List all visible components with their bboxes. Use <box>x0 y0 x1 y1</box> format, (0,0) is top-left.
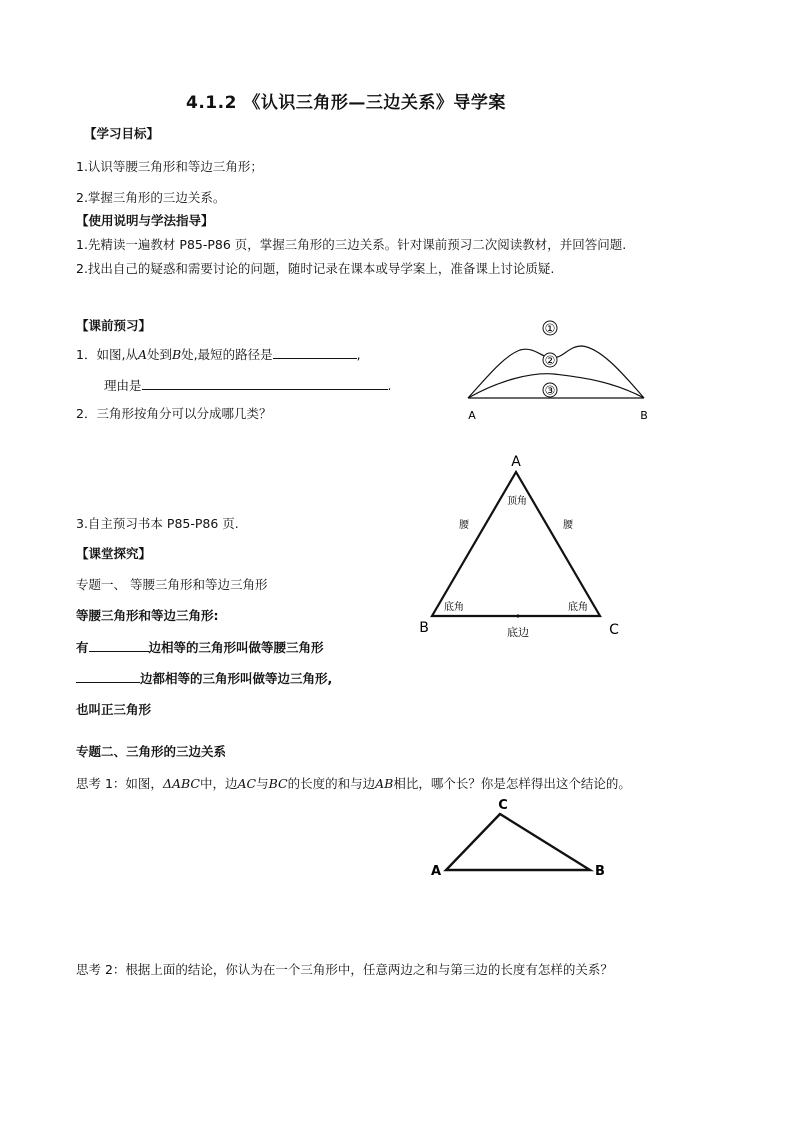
think-1-side-ab: AB <box>375 776 394 791</box>
q1-reason-end: . <box>387 378 392 393</box>
leg-right-label: 腰 <box>563 520 573 531</box>
base-label: 底边 <box>507 626 529 639</box>
usage-item: 2.找出自己的疑惑和需要讨论的问题，随时记录在课本或导学案上，准备课上讨论质疑. <box>76 261 555 276</box>
think-1-prefix: 思考 1：如图， <box>76 776 163 791</box>
topic-1-subtitle: 等腰三角形和等边三角形: <box>76 608 219 623</box>
page-title: 4.1.2 《认识三角形—三边关系》导学案 <box>186 93 506 113</box>
goal-item: 2.掌握三角形的三边关系。 <box>76 190 226 205</box>
isosceles-triangle <box>432 472 600 616</box>
q1-mid: 处到 <box>146 347 172 362</box>
think-1-side-bc: BC <box>268 776 288 791</box>
think-2: 思考 2：根据上面的结论，你认为在一个三角形中，任意两边之和与第三边的长度有怎样的关系？ <box>76 962 613 977</box>
q1-prefix: 1．如图,从 <box>76 347 138 362</box>
triangle-abc <box>446 814 590 870</box>
goals-heading: 【学习目标】 <box>84 126 160 141</box>
think-1-text: 的长度的和与边 <box>287 776 376 791</box>
topic-2-title: 专题二、三角形的三边关系 <box>76 744 227 759</box>
q1-point-b: B <box>171 347 182 362</box>
definition-isosceles-text: 边相等的三角形叫做等腰三角形 <box>148 640 324 655</box>
vertex-a-label: A <box>511 454 521 470</box>
q1-suffix: 处,最短的路径是 <box>181 347 273 362</box>
topic-1-title: 专题一、 等腰三角形和等边三角形 <box>76 577 268 592</box>
paths-figure <box>460 314 660 426</box>
isosceles-triangle-figure <box>412 450 632 646</box>
base-angle-right-label: 底角 <box>568 602 588 613</box>
path-1-label: ① <box>544 321 556 336</box>
q1-reason-label: 理由是 <box>104 378 142 393</box>
answer-blank[interactable] <box>273 345 357 359</box>
think-1-suffix: 相比，哪个长？你是怎样得出这个结论的。 <box>393 776 631 791</box>
vertex-b-label: B <box>419 620 429 636</box>
answer-blank[interactable] <box>142 376 388 390</box>
think-1-text: 中，边 <box>199 776 238 791</box>
vertex-a-label: A <box>430 864 442 879</box>
path-3-label: ③ <box>544 383 556 398</box>
answer-blank[interactable] <box>89 638 149 652</box>
triangle-abc-figure <box>424 794 614 886</box>
goal-item: 1.认识等腰三角形和等边三角形； <box>76 159 263 174</box>
think-1-text: 与 <box>256 776 269 791</box>
explore-heading: 【课堂探究】 <box>76 546 152 561</box>
think-1 <box>76 774 631 792</box>
point-a-label: A <box>468 409 476 422</box>
usage-item: 1.先精读一遍教材 P85-P86 页，掌握三角形的三边关系。针对课前预习二次阅读教材，并回答问题. <box>76 237 627 252</box>
point-b-label: B <box>640 409 648 422</box>
base-angle-left-label: 底角 <box>444 602 464 613</box>
preview-question-2: 2．三角形按角分可以分成哪几类？ <box>76 406 272 421</box>
q1-point-a: A <box>137 347 147 362</box>
preview-question-3: 3.自主预习书本 P85-P86 页. <box>76 516 239 531</box>
definition-equilateral <box>76 669 332 687</box>
answer-blank[interactable] <box>76 669 140 683</box>
apex-angle-label: 顶角 <box>507 496 527 507</box>
path-2-label: ② <box>544 353 556 368</box>
preview-question-1 <box>76 345 361 363</box>
preview-heading: 【课前预习】 <box>76 318 152 333</box>
definition-equilateral-text: 边都相等的三角形叫做等边三角形, <box>140 671 333 686</box>
think-1-side-ac: AC <box>237 776 257 791</box>
vertex-c-label: C <box>498 798 508 813</box>
leg-left-label: 腰 <box>459 520 469 531</box>
definition-prefix: 有 <box>76 640 89 655</box>
vertex-b-label: B <box>595 864 605 879</box>
preview-question-1-reason <box>104 376 392 394</box>
q1-end: , <box>356 347 361 362</box>
vertex-c-label: C <box>609 622 619 638</box>
think-1-triangle: ΔABC <box>162 776 200 791</box>
definition-regular: 也叫正三角形 <box>76 702 152 717</box>
usage-heading: 【使用说明与学法指导】 <box>76 213 214 228</box>
definition-isosceles <box>76 638 324 656</box>
